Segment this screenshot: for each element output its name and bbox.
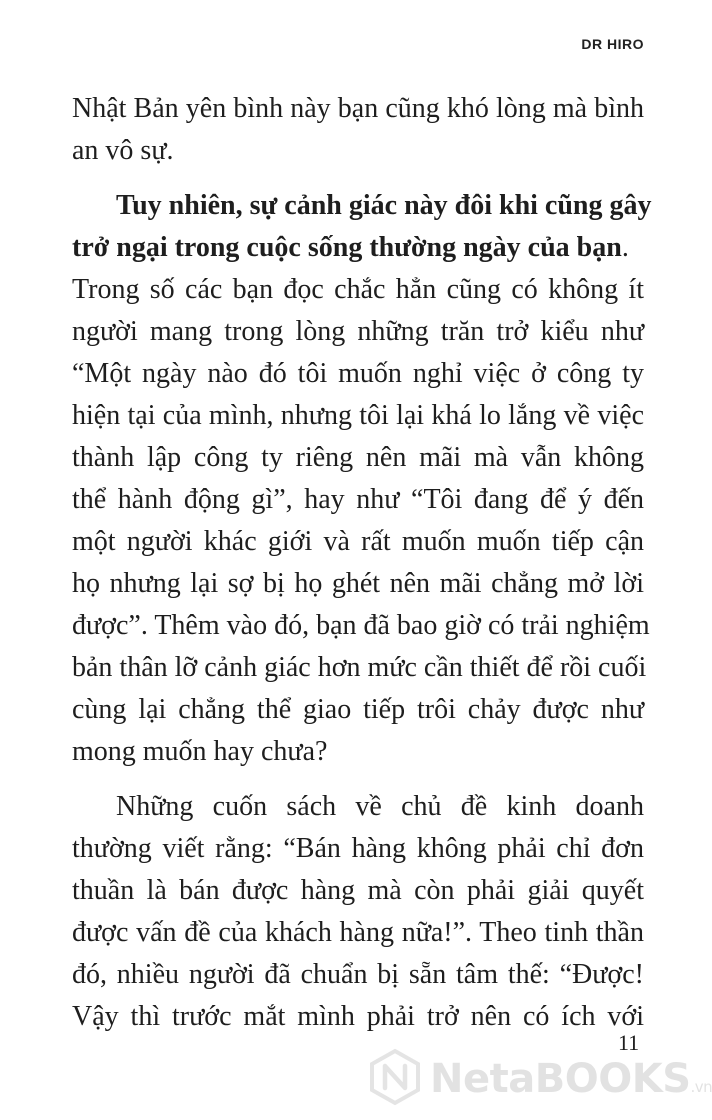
watermark-suffix: .vn: [690, 1078, 712, 1096]
text-line-mixed: [72, 227, 644, 269]
watermark-text: [430, 1056, 712, 1102]
text-line: Trong số các bạn đọc chắc hẳn cũng có không ít: [72, 274, 644, 305]
watermark-brand: NetaBOOKS: [430, 1056, 691, 1102]
text-line: họ nhưng lại sợ bị họ ghét nên mãi chẳng mở lời: [72, 568, 644, 599]
running-header: DR HIRO: [581, 36, 644, 52]
text-line: an vô sự.: [72, 135, 174, 166]
text-line: người mang trong lòng những trăn trở kiểu như: [72, 316, 644, 347]
watermark: [366, 1046, 712, 1108]
page-number: 11: [618, 1030, 640, 1055]
text-line: được”. Thêm vào đó, bạn đã bao giờ có trải nghiệm: [72, 610, 650, 641]
text-line: hiện tại của mình, nhưng tôi lại khá lo lắng về việc: [72, 400, 644, 431]
bold-phrase: trở ngại trong cuộc sống thường ngày của bạn: [72, 232, 622, 263]
text-line: thuần là bán được hàng mà còn phải giải quyết: [72, 875, 644, 906]
text-line: Vậy thì trước mắt mình phải trở nên có ích với: [72, 1001, 644, 1032]
text-line: bản thân lỡ cảnh giác hơn mức cần thiết để rồi cuối: [72, 652, 647, 683]
paragraph-2: [72, 185, 652, 773]
text-line: một người khác giới và rất muốn muốn tiếp cận: [72, 526, 644, 557]
text-line: thường viết rằng: “Bán hàng không phải chỉ đơn: [72, 833, 644, 864]
paragraph-1: [72, 88, 644, 172]
text-line: cùng lại chẳng thể giao tiếp trôi chảy được như: [72, 694, 644, 725]
netabooks-logo-icon: [366, 1048, 424, 1106]
text-line: đó, nhiều người đã chuẩn bị sẵn tâm thế: “Được!: [72, 959, 644, 990]
text-line: Nhật Bản yên bình này bạn cũng khó lòng mà bình: [72, 93, 644, 124]
text-line: mong muốn hay chưa?: [72, 736, 328, 767]
text-line: thể hành động gì”, hay như “Tôi đang để ý đến: [72, 484, 644, 515]
body-text: [72, 88, 652, 1038]
text-line: được vấn đề của khách hàng nữa!”. Theo tinh thần: [72, 917, 644, 948]
text-line: thành lập công ty riêng nên mãi mà vẫn không: [72, 442, 644, 473]
text-line-bold: Tuy nhiên, sự cảnh giác này đôi khi cũng gây: [116, 190, 652, 221]
text-line: Những cuốn sách về chủ đề kinh doanh: [116, 791, 644, 822]
period: .: [621, 232, 629, 263]
paragraph-3: [72, 786, 644, 1038]
text-line: “Một ngày nào đó tôi muốn nghỉ việc ở công ty: [72, 358, 644, 389]
